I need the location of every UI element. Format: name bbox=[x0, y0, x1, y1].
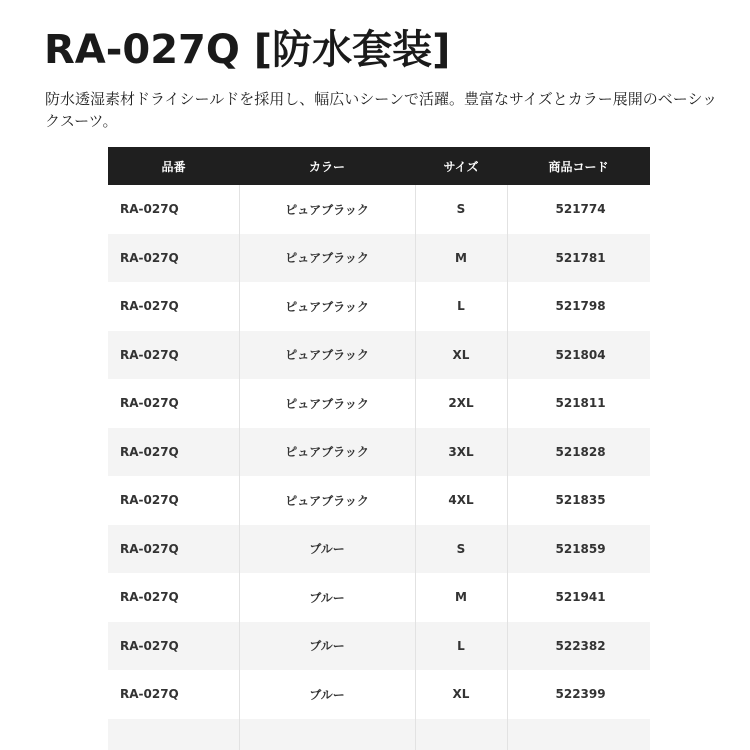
cell-size: S bbox=[415, 525, 507, 574]
cell-size: M bbox=[415, 573, 507, 622]
cell-model-number: RA-027Q bbox=[108, 234, 239, 283]
cell-size: M bbox=[415, 234, 507, 283]
cell-color: ピュアブラック bbox=[239, 185, 415, 234]
table-header-row bbox=[108, 147, 650, 185]
table-row bbox=[108, 282, 650, 331]
table-header bbox=[108, 147, 650, 185]
cell-model-number: RA-027Q bbox=[108, 379, 239, 428]
cell-size: XL bbox=[415, 670, 507, 719]
cell-product-code: 521811 bbox=[507, 379, 650, 428]
cell-model-number: RA-027Q bbox=[108, 525, 239, 574]
cell-color: ピュアブラック bbox=[239, 428, 415, 477]
table-row bbox=[108, 379, 650, 428]
product-spec-table bbox=[108, 147, 650, 750]
table-row bbox=[108, 476, 650, 525]
cell-model-number: RA-027Q bbox=[108, 428, 239, 477]
cell-size: L bbox=[415, 282, 507, 331]
cell-color: ピュアブラック bbox=[239, 331, 415, 380]
table-row bbox=[108, 234, 650, 283]
cell-size: 4XL bbox=[415, 476, 507, 525]
cell-color: ピュアブラック bbox=[239, 282, 415, 331]
table-row bbox=[108, 428, 650, 477]
cell-color: ブルー bbox=[239, 622, 415, 671]
cell-model-number: RA-027Q bbox=[108, 476, 239, 525]
cell-product-code: 522382 bbox=[507, 622, 650, 671]
header-size: サイズ bbox=[415, 147, 507, 185]
cell-product-code: 522399 bbox=[507, 670, 650, 719]
cell-model-number: RA-027Q bbox=[108, 670, 239, 719]
cell-model-number bbox=[108, 719, 239, 750]
table-row bbox=[108, 185, 650, 234]
cell-size: L bbox=[415, 622, 507, 671]
cell-color bbox=[239, 719, 415, 750]
table-row bbox=[108, 331, 650, 380]
table-row bbox=[108, 670, 650, 719]
cell-model-number: RA-027Q bbox=[108, 185, 239, 234]
table-row bbox=[108, 719, 650, 750]
table-row bbox=[108, 622, 650, 671]
cell-size: XL bbox=[415, 331, 507, 380]
cell-product-code: 521828 bbox=[507, 428, 650, 477]
header-color: カラー bbox=[239, 147, 415, 185]
table-body bbox=[108, 185, 650, 750]
cell-color: ブルー bbox=[239, 670, 415, 719]
cell-product-code: 521835 bbox=[507, 476, 650, 525]
cell-product-code: 521941 bbox=[507, 573, 650, 622]
cell-product-code: 521774 bbox=[507, 185, 650, 234]
cell-product-code: 521804 bbox=[507, 331, 650, 380]
cell-color: ピュアブラック bbox=[239, 379, 415, 428]
cell-model-number: RA-027Q bbox=[108, 622, 239, 671]
cell-size bbox=[415, 719, 507, 750]
cell-product-code: 521798 bbox=[507, 282, 650, 331]
cell-size: 2XL bbox=[415, 379, 507, 428]
cell-size: 3XL bbox=[415, 428, 507, 477]
header-product-code: 商品コード bbox=[507, 147, 650, 185]
product-description: 防水透湿素材ドライシールドを採用し、幅広いシーンで活躍。豊富なサイズとカラー展開のベーシックスーツ。 bbox=[45, 90, 718, 130]
cell-color: ブルー bbox=[239, 525, 415, 574]
cell-product-code: 521781 bbox=[507, 234, 650, 283]
cell-model-number: RA-027Q bbox=[108, 573, 239, 622]
table-row bbox=[108, 525, 650, 574]
cell-model-number: RA-027Q bbox=[108, 331, 239, 380]
cell-color: ブルー bbox=[239, 573, 415, 622]
cell-product-code: 521859 bbox=[507, 525, 650, 574]
cell-color: ピュアブラック bbox=[239, 234, 415, 283]
header-model-number: 品番 bbox=[108, 147, 239, 185]
cell-color: ピュアブラック bbox=[239, 476, 415, 525]
cell-size: S bbox=[415, 185, 507, 234]
cell-model-number: RA-027Q bbox=[108, 282, 239, 331]
cell-product-code bbox=[507, 719, 650, 750]
product-title: RA-027Q [防水套装] bbox=[44, 27, 451, 73]
table-row bbox=[108, 573, 650, 622]
